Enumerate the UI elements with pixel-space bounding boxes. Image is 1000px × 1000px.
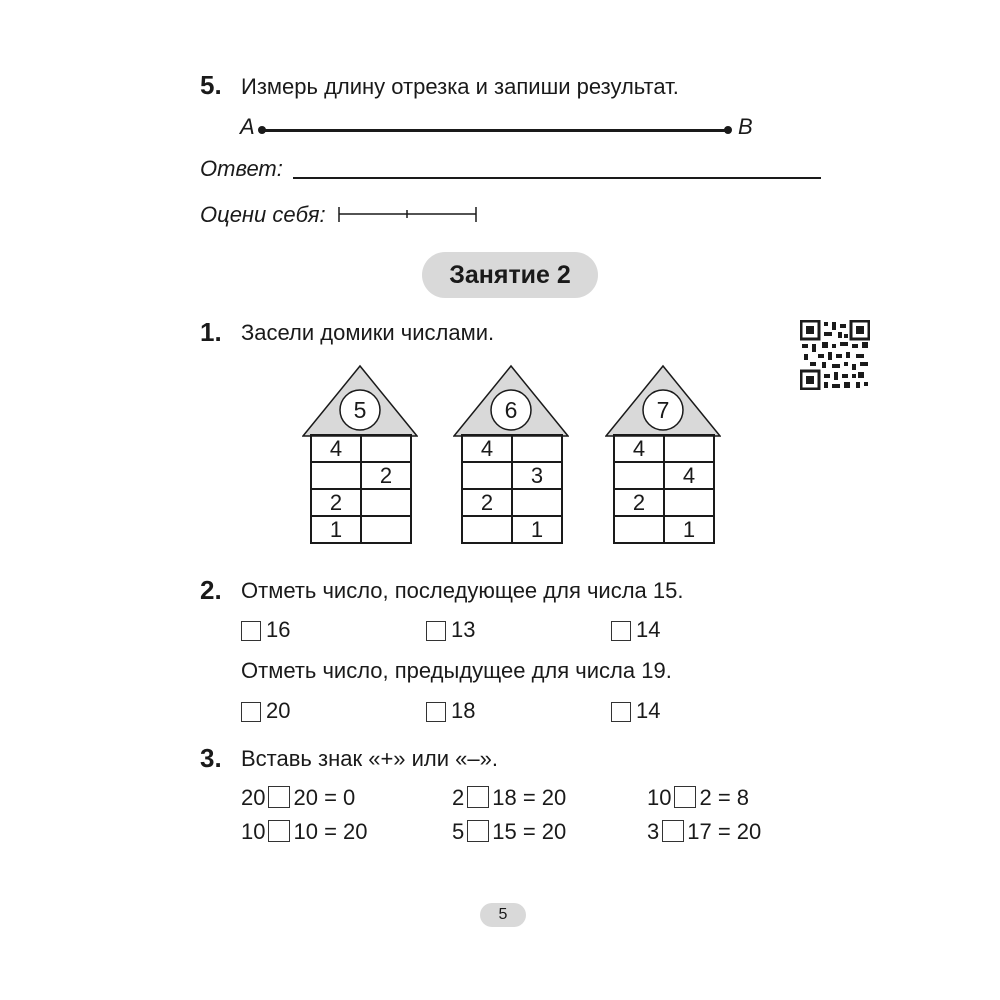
point-b-label: B xyxy=(738,114,753,139)
self-assess-scale[interactable] xyxy=(336,205,482,225)
house-cell[interactable]: 1 xyxy=(664,516,714,543)
equation xyxy=(452,785,566,811)
house-cell[interactable]: 2 xyxy=(614,489,664,516)
house-cell[interactable]: 2 xyxy=(462,489,512,516)
house-cell[interactable] xyxy=(614,516,664,543)
sign-box[interactable] xyxy=(268,786,290,808)
checkbox[interactable] xyxy=(611,621,631,641)
task2-text-1: Отметь число, последующее для числа 15. xyxy=(241,578,684,603)
house-cell[interactable]: 4 xyxy=(614,435,664,462)
equation-left: 10 xyxy=(241,819,266,844)
house-cell[interactable] xyxy=(664,489,714,516)
house-cell[interactable]: 1 xyxy=(512,516,562,543)
option-checkbox[interactable] xyxy=(241,618,290,642)
house-cell[interactable] xyxy=(361,435,411,462)
option-label: 13 xyxy=(451,617,476,642)
option-label: 14 xyxy=(636,617,661,642)
task3-text: Вставь знак «+» или «–». xyxy=(241,746,498,771)
house-cell[interactable] xyxy=(311,462,361,489)
self-assess-label: Оцени себя: xyxy=(200,202,326,227)
equation-left: 2 xyxy=(452,785,465,810)
house-2 xyxy=(453,364,569,550)
task3-number: 3. xyxy=(200,743,222,773)
equation-right: 10 = 20 xyxy=(293,819,368,844)
qr-code-icon xyxy=(800,320,870,390)
checkbox[interactable] xyxy=(241,621,261,641)
sign-box[interactable] xyxy=(674,786,696,808)
checkbox[interactable] xyxy=(241,702,261,722)
checkbox[interactable] xyxy=(426,702,446,722)
house-1 xyxy=(302,364,418,550)
answer-label: Ответ: xyxy=(200,156,283,181)
task5-number: 5. xyxy=(200,70,222,100)
lesson-title: Занятие 2 xyxy=(422,252,598,298)
task1-text: Засели домики числами. xyxy=(241,320,495,345)
house-cell[interactable]: 4 xyxy=(311,435,361,462)
house-cell[interactable] xyxy=(361,516,411,543)
page-number: 5 xyxy=(480,903,526,927)
house-grid xyxy=(613,434,715,544)
sign-box[interactable] xyxy=(268,820,290,842)
house-cell[interactable] xyxy=(512,435,562,462)
option-checkbox[interactable] xyxy=(426,618,475,642)
house-roof-number: 6 xyxy=(504,397,518,423)
option-checkbox[interactable] xyxy=(611,618,660,642)
task5-text: Измерь длину отрезка и запиши результат. xyxy=(241,74,679,99)
house-roof-number: 7 xyxy=(656,397,670,423)
option-label: 18 xyxy=(451,698,476,723)
point-a-dot xyxy=(258,126,266,134)
house-cell[interactable]: 4 xyxy=(462,435,512,462)
equation-left: 5 xyxy=(452,819,465,844)
point-a-label: A xyxy=(240,114,255,139)
option-label: 20 xyxy=(266,698,291,723)
sign-box[interactable] xyxy=(662,820,684,842)
house-grid xyxy=(461,434,563,544)
house-grid xyxy=(310,434,412,544)
house-cell[interactable]: 1 xyxy=(311,516,361,543)
option-label: 14 xyxy=(636,698,661,723)
house-cell[interactable]: 4 xyxy=(664,462,714,489)
option-checkbox[interactable] xyxy=(241,699,290,723)
house-cell[interactable] xyxy=(664,435,714,462)
segment-ab xyxy=(262,129,728,132)
option-checkbox[interactable] xyxy=(426,699,475,723)
task2-text-2: Отметь число, предыдущее для числа 19. xyxy=(241,658,672,683)
equation-left: 10 xyxy=(647,785,672,810)
house-cell[interactable] xyxy=(614,462,664,489)
house-cell[interactable] xyxy=(462,462,512,489)
checkbox[interactable] xyxy=(611,702,631,722)
equation-right: 2 = 8 xyxy=(699,785,750,810)
house-cell[interactable] xyxy=(512,489,562,516)
equation xyxy=(241,785,355,811)
equation-right: 17 = 20 xyxy=(687,819,762,844)
point-b-dot xyxy=(724,126,732,134)
option-label: 16 xyxy=(266,617,291,642)
equation-right: 18 = 20 xyxy=(492,785,567,810)
answer-line[interactable] xyxy=(293,177,821,179)
house-cell[interactable] xyxy=(361,489,411,516)
sign-box[interactable] xyxy=(467,786,489,808)
house-roof-number: 5 xyxy=(353,397,367,423)
task1-number: 1. xyxy=(200,317,222,347)
sign-box[interactable] xyxy=(467,820,489,842)
equation-right: 15 = 20 xyxy=(492,819,567,844)
equation-left: 20 xyxy=(241,785,266,810)
house-3 xyxy=(605,364,721,550)
house-cell[interactable]: 3 xyxy=(512,462,562,489)
equation xyxy=(452,819,566,845)
equation xyxy=(647,785,749,811)
equation-right: 20 = 0 xyxy=(293,785,356,810)
option-checkbox[interactable] xyxy=(611,699,660,723)
house-cell[interactable] xyxy=(462,516,512,543)
equation xyxy=(647,819,761,845)
equation xyxy=(241,819,368,845)
checkbox[interactable] xyxy=(426,621,446,641)
house-cell[interactable]: 2 xyxy=(361,462,411,489)
task2-number: 2. xyxy=(200,575,222,605)
house-cell[interactable]: 2 xyxy=(311,489,361,516)
equation-left: 3 xyxy=(647,819,660,844)
